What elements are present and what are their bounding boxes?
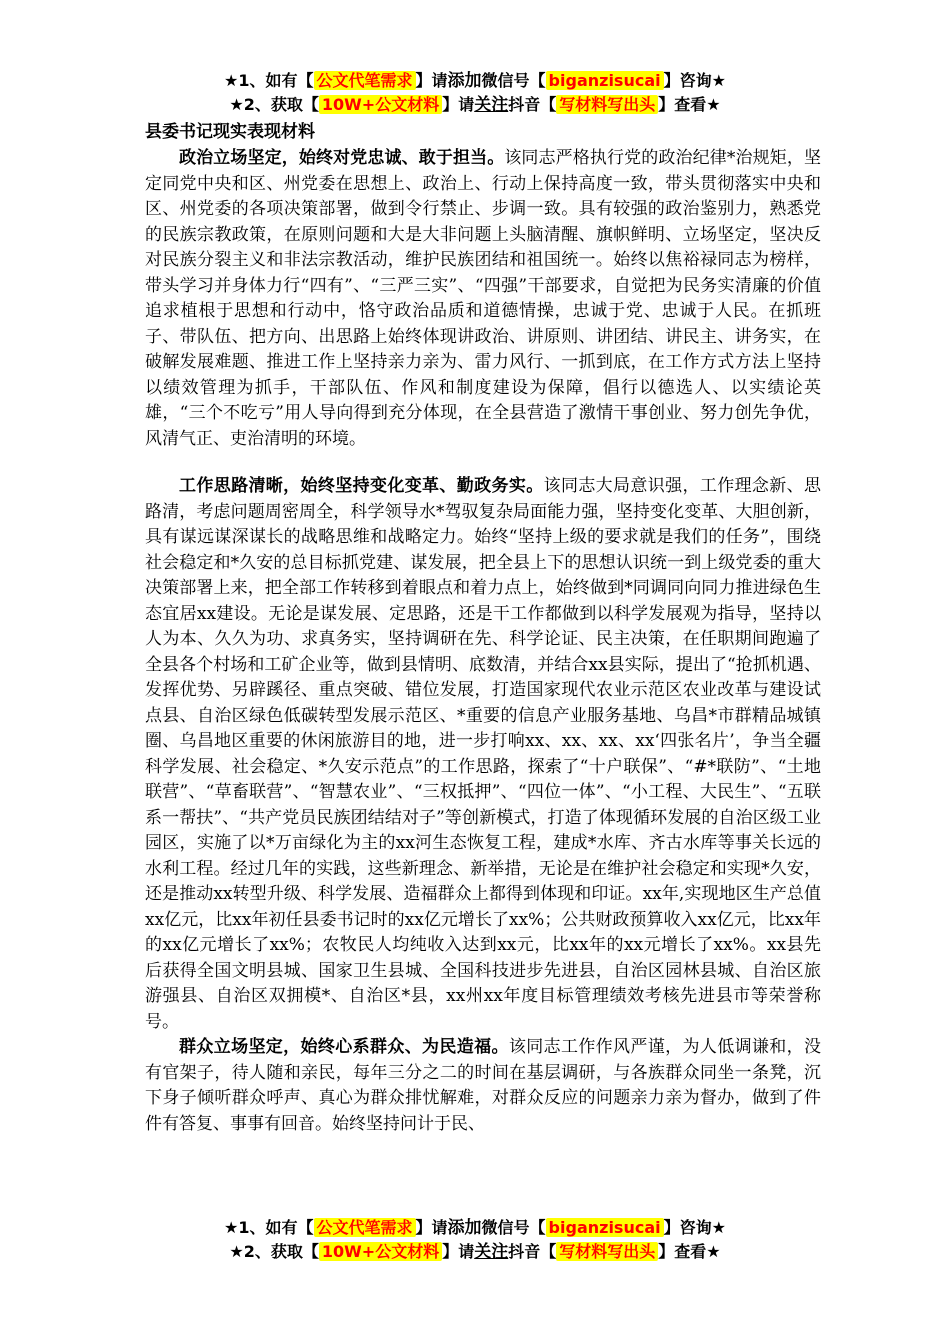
banner-text: 】查看★ <box>658 1242 721 1261</box>
banner-text: ★1、如有【 <box>224 71 314 90</box>
banner-text: ★2、获取【 <box>229 95 319 114</box>
banner-text: 】请 <box>415 71 448 90</box>
paragraph-work-approach <box>145 474 821 1035</box>
paragraph-text: 该同志大局意识强，工作理念新、思路清，考虑问题周密周全，科学领导水*驾驭复杂局面能力强，坚持变化变革、大胆创新，具有谋远谋深谋长的战略思维和战略定力。始终“坚持上级的要求就是我们的任务”，围绕社会稳定和*久安的总目标抓党建、谋发展，把全县上下的思想认识统一到上级党委的重大决策部署上来，把全部工作转移到着眼点和着力点上，始终做到*同调同向同力推进绿色生态宜居xx建设。无论是谋发展、定思路，还是干工作都做到以科学发展观为指导，坚持以人为本、久久为功、求真务实，坚持调研在先、科学论证、民主决策，在任职期间跑遍了全县各个村场和工矿企业等，做到县情明、底数清，并结合xx县实际，提出了“抢抓机遇、发挥优势、另辟蹊径、重点突破、错位发展，打造国家现代农业示范区农业改革与建设试点县、自治区绿色低碳转型发展示范区、*重要的信息产业服务基地、乌昌*市群精品城镇圈、乌昌地区重要的休闲旅游目的地，进一步打响xx、xx、xx、xx‘四张名片’，争当全疆科学发展、社会稳定、*久安示范点”的工作思路，探索了“十户联保”、“#*联防”、“土地联营”、“草畜联营”、“智慧农业”、“三权抵押”、“四位一体”、“小工程、大民生”、“五联系一帮扶”、“共产党员民族团结结对子”等创新模式，打造了体现循环发展的自治区级工业园区，实施了以*万亩绿化为主的xx河生态恢复工程，建成*水库、齐古水库等事关长远的水利工程。经过几年的实践，这些新理念、新举措，无论是在维护社会稳定和实现*久安，还是推动xx转型升级、科学发展、造福群众上都得到体现和印证。xx年,实现地区生产总值xx亿元，比xx年初任县委书记时的xx亿元增长了xx%；公共财政预算收入xx亿元，比xx年的xx亿元增长了xx%；农牧民人均纯收入达到xx元，比xx年的xx元增长了xx%。xx县先后获得全国文明县城、国家卫生县城、全国科技进步先进县，自治区园林县城、自治区旅游强县、自治区双拥模*、自治区*县，xx州xx年度目标管理绩效考核先进县市等荣誉称号。 <box>145 476 822 1032</box>
banner-text: 】请 <box>442 1242 475 1261</box>
banner-text: 抖音【 <box>508 95 557 114</box>
banner-wechat-id: biganzisucai <box>546 1218 664 1237</box>
banner-emphasis: 添加 <box>447 71 482 91</box>
paragraph-lead: 工作思路清晰，始终坚持变化变革、勤政务实。 <box>179 476 544 496</box>
banner-text: 】咨询★ <box>663 1218 726 1237</box>
banner-text: 微信号【 <box>481 71 546 90</box>
banner-text: 】请 <box>415 1218 448 1237</box>
banner-highlight: 10W+公文材料 <box>319 1242 442 1261</box>
banner-emphasis: 关注 <box>474 95 509 115</box>
banner-text: ★2、获取【 <box>229 1242 319 1261</box>
paragraph-political-stance <box>145 146 821 452</box>
promo-banner-top-line-1 <box>0 70 950 92</box>
banner-text: 】查看★ <box>658 95 721 114</box>
document-body <box>145 146 821 1137</box>
banner-highlight: 公文代笔需求 <box>314 71 416 90</box>
banner-text: 微信号【 <box>481 1218 546 1237</box>
banner-text: 】咨询★ <box>663 71 726 90</box>
paragraph-text: 该同志严格执行党的政治纪律*治规矩，坚定同党中央和区、州党委在思想上、政治上、行动上保持高度一致，带头贯彻落实中央和区、州党委的各项决策部署，做到令行禁止、步调一致。具有较强的政治鉴别力，熟悉党的民族宗教政策，在原则问题和大是大非问题上头脑清醒、旗帜鲜明、立场坚定，坚决反对民族分裂主义和非法宗教活动，维护民族团结和祖国统一。始终以焦裕禄同志为榜样，带头学习并身体力行“四有”、“三严三实”、“四强”干部要求，自觉把为民务实清廉的价值追求植根于思想和行动中，恪守政治品质和道德情操，忠诚于党、忠诚于人民。在抓班子、带队伍、把方向、出思路上始终体现讲政治、讲原则、讲团结、讲民主、讲务实，在破解发展难题、推进工作上坚持亲力亲为、雷力风行、一抓到底，在工作方式方法上坚持以绩效管理为抓手，干部队伍、作风和制度建设为保障，倡行以德选人、以实绩论英雄，“三个不吃亏”用人导向得到充分体现，在全县营造了激情干事创业、努力创先争优，风清气正、吏治清明的环境。 <box>145 148 822 449</box>
banner-douyin-id: 写材料写出头 <box>556 1242 658 1261</box>
banner-text: 抖音【 <box>508 1242 557 1261</box>
promo-banner-bottom-line-2 <box>0 1241 950 1263</box>
banner-douyin-id: 写材料写出头 <box>556 95 658 114</box>
paragraph-lead: 群众立场坚定，始终心系群众、为民造福。 <box>179 1037 509 1057</box>
banner-highlight: 10W+公文材料 <box>319 95 442 114</box>
banner-emphasis: 添加 <box>447 1218 482 1238</box>
banner-emphasis: 关注 <box>474 1242 509 1262</box>
paragraph-mass-stance <box>145 1035 821 1137</box>
paragraph-text: 该同志工作作风严谨，为人低调谦和，没有官架子，待人随和亲民，每年三分之二的时间在基层调研，与各族群众同坐一条凳，沉下身子倾听群众呼声、真心为群众排忧解难，对群众反应的问题亲力亲为督办，做到了件件有答复、事事有回音。始终坚持问计于民、 <box>145 1037 822 1134</box>
document-title: 县委书记现实表现材料 <box>145 122 315 142</box>
banner-wechat-id: biganzisucai <box>546 71 664 90</box>
banner-highlight: 公文代笔需求 <box>314 1218 416 1237</box>
banner-text: 】请 <box>442 95 475 114</box>
promo-banner-top-line-2 <box>0 94 950 116</box>
promo-banner-bottom-line-1 <box>0 1217 950 1239</box>
paragraph-lead: 政治立场坚定，始终对党忠诚、敢于担当。 <box>179 148 505 168</box>
banner-text: ★1、如有【 <box>224 1218 314 1237</box>
